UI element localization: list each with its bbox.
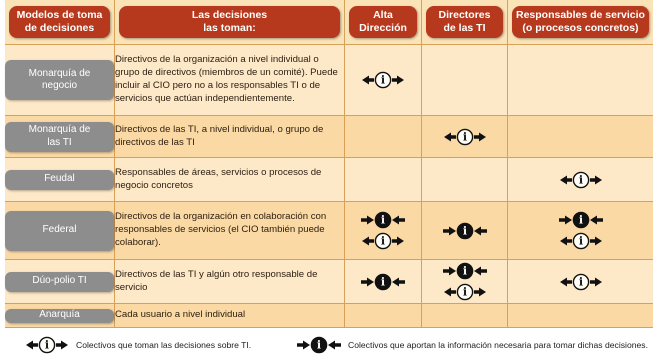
header-decides: Las decisiones las toman: [119,6,340,38]
exec-cell [345,45,422,116]
information-provider-icon [296,336,342,354]
svg-text:i: i [462,130,467,144]
legend-take [24,336,251,354]
exec-cell [345,202,422,260]
information-provider-icon [442,222,488,240]
exec-cell [345,158,422,202]
exec-cell [345,260,422,304]
table-row [5,45,653,116]
header-cell-svc [508,0,653,45]
information-provider-icon [558,211,604,229]
decision-maker-icon [558,232,604,250]
model-label: Feudal [5,170,114,190]
model-cell [5,260,115,304]
model-cell [5,45,115,116]
svg-text:i: i [462,285,467,299]
it-cell [422,304,508,328]
it-cell [422,45,508,116]
svg-text:i: i [578,213,583,227]
svg-text:i: i [462,224,467,238]
model-label: Monarquía de negocio [5,60,114,100]
it-cell [422,116,508,158]
svg-text:i: i [380,234,386,248]
svc-cell [508,304,653,328]
header-cell-exec [345,0,422,45]
model-label: Monarquía de las TI [5,122,114,152]
header-it: Directores de las TI [426,6,503,38]
svg-text:i: i [462,264,467,278]
svc-cell [508,260,653,304]
svg-text:i: i [380,73,386,87]
description-cell: Cada usuario a nivel individual [115,304,345,328]
description-cell: Directivos de las TI, a nivel individual, o grupo de directivos de las TI [115,116,345,158]
information-provider-icon [442,262,488,280]
header-model: Modelos de toma de decisiones [9,6,110,38]
svc-cell [508,158,653,202]
model-cell [5,202,115,260]
information-provider-icon [360,211,406,229]
table-row [5,116,653,158]
description-cell: Directivos de la organización a nivel individual o grupo de directivos (miembros de un comité). Puede incluir al CIO pero no a los responsables TI o de servicios que actúan independientemente. [115,45,345,116]
decision-maker-icon [558,171,604,189]
exec-cell [345,116,422,158]
svg-text:i: i [316,338,322,352]
decision-models-table [5,0,653,328]
exec-cell [345,304,422,328]
svg-text:i: i [578,173,583,187]
decision-maker-icon [558,273,604,291]
model-label: Dúo-polio TI [5,272,114,292]
model-label: Federal [5,211,114,251]
svg-text:i: i [578,234,583,248]
svg-text:i: i [44,338,50,352]
model-cell [5,116,115,158]
table-row [5,260,653,304]
description-cell: Directivos de la organización en colaboración con responsables de servicios (el CIO también puede colaborar). [115,202,345,260]
it-cell [422,158,508,202]
header-cell-model [5,0,115,45]
model-label: Anarquía [5,309,114,323]
svc-cell [508,45,653,116]
svc-cell [508,116,653,158]
it-cell [422,260,508,304]
information-provider-icon [360,273,406,291]
header-svc: Responsables de servicio (o procesos concretos) [512,6,649,38]
svc-cell [508,202,653,260]
table-row [5,158,653,202]
legend [0,332,658,359]
header-exec: Alta Dirección [349,6,417,38]
decision-maker-icon [442,283,488,301]
decision-maker-icon [442,128,488,146]
table-row [5,202,653,260]
header-cell-it [422,0,508,45]
decision-maker-icon [24,336,70,354]
header-cell-decides [115,0,345,45]
it-cell [422,202,508,260]
decision-maker-icon [360,232,406,250]
legend-take-text: Colectivos que toman las decisiones sobre TI. [76,340,252,350]
model-cell [5,304,115,328]
legend-inform [296,336,648,354]
description-cell: Responsables de áreas, servicios o procesos de negocio concretos [115,158,345,202]
header-row [5,0,653,45]
model-cell [5,158,115,202]
table-row [5,304,653,328]
svg-text:i: i [380,275,386,289]
legend-inform-text: Colectivos que aportan la información necesaria para tomar dichas decisiones. [348,340,648,350]
svg-text:i: i [578,275,583,289]
description-cell: Directivos de las TI y algún otro responsable de servicio [115,260,345,304]
decision-maker-icon [360,71,406,89]
svg-text:i: i [380,213,386,227]
